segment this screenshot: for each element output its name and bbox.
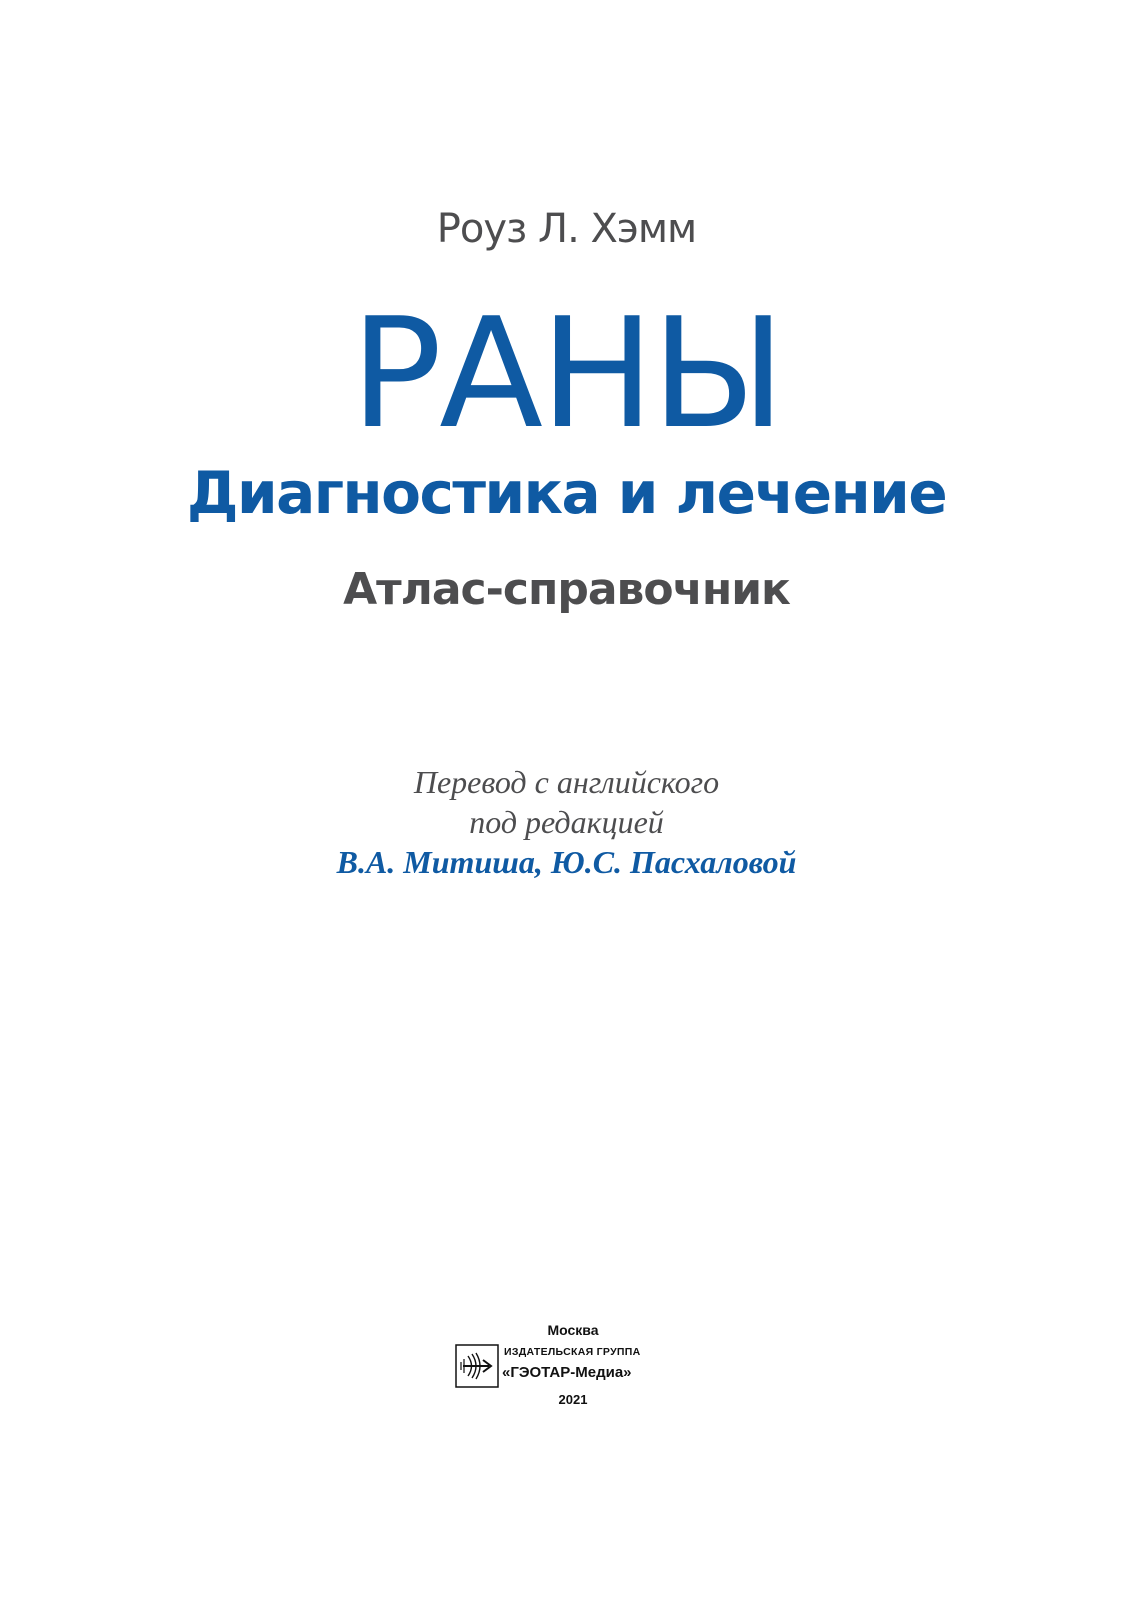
author-name: Роуз Л. Хэмм — [436, 206, 697, 252]
publisher-name: «ГЭОТАР-Медиа» — [502, 1364, 632, 1381]
editors-names: В.А. Митиша, Ю.С. Пасхаловой — [336, 844, 797, 880]
book-title: РАНЫ — [350, 285, 783, 462]
translation-credits — [0, 762, 1133, 882]
book-type: Атлас-справочник — [343, 564, 790, 615]
translation-line: Перевод с английского — [413, 764, 720, 800]
editorship-line: под редакцией — [469, 804, 664, 840]
publisher-group-label: ИЗДАТЕЛЬСКАЯ ГРУППА — [504, 1346, 641, 1358]
geotar-logo-icon — [455, 1344, 499, 1388]
publication-year: 2021 — [558, 1392, 588, 1407]
publisher-block — [455, 1322, 685, 1414]
book-subtitle: Диагностика и лечение — [186, 459, 947, 527]
publisher-city: Москва — [547, 1322, 599, 1338]
